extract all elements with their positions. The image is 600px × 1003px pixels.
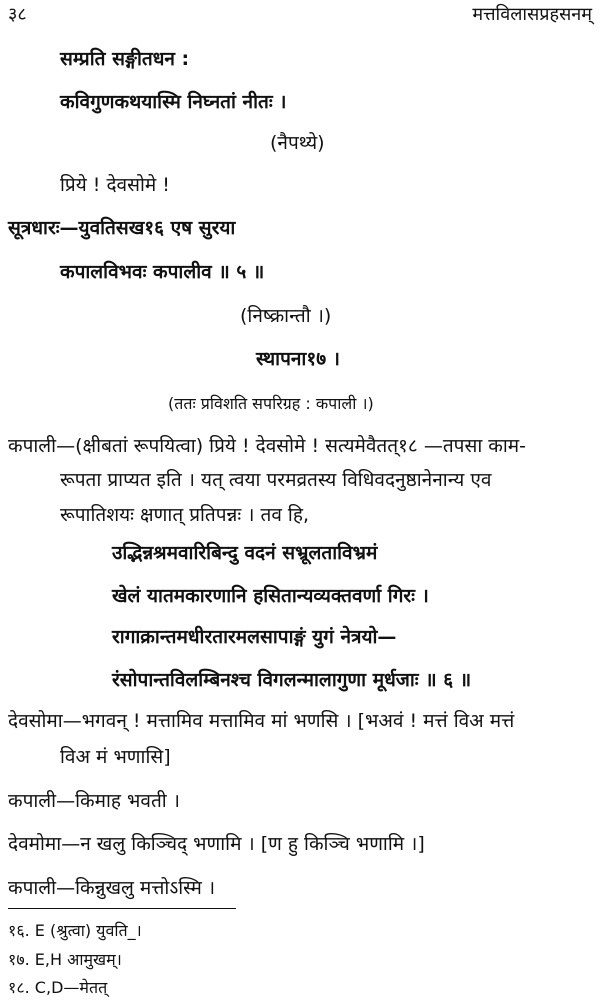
page-number: ३८ — [8, 4, 27, 25]
verse-line: कविगुणकथयास्मि निघ्नतां नीतः । — [60, 91, 287, 113]
dialogue-line: विअ मं भणासि] — [60, 746, 171, 768]
footnote: १८. C,D—मेतत् — [8, 978, 108, 997]
speaker-line: कपाली—किन्नुखलु मत्तोऽस्मि । — [8, 877, 216, 899]
footnote: १७. E,H आमुखम्। — [8, 950, 122, 969]
speaker-line: देवसोमा—भगवन् ! मत्तामिव मत्तामिव मां भणसि । [भअवं ! मत्तं विअ मत्तं — [8, 710, 515, 732]
stage-direction: (निष्क्रान्तौ ।) — [240, 305, 332, 327]
verse-line: खेलं यातमकारणानि हसितान्यव्यक्तवर्णा गिरः । — [112, 585, 429, 607]
verse-line: कपालविभवः कपालीव ॥ ५ ॥ — [60, 261, 265, 283]
dialogue-line: रूपातिशयः क्षणात् प्रतिपन्नः । तव हि, — [60, 504, 309, 526]
verse-line: रागाक्रान्तमधीरतारमलसापाङ्गं युगं नेत्रयो— — [112, 626, 397, 648]
footnote: १६. E (श्रुत्वा) युवति_। — [8, 921, 142, 940]
section-heading: स्थापना१७ । — [256, 348, 340, 370]
running-title: मत्तविलासप्रहसनम् — [472, 4, 592, 25]
footnote-rule — [8, 908, 236, 909]
dialogue-line: रूपता प्राप्यत इति । यत् त्वया परमव्रतस्य विधिवदनुष्ठानेनान्य एव — [60, 469, 492, 491]
dialogue-line: प्रिये ! देवसोमे ! — [60, 174, 170, 196]
stage-direction: (नैपथ्ये) — [270, 132, 325, 154]
speaker-line: कपाली—किमाह भवती । — [8, 790, 180, 812]
verse-line: उद्भिन्नश्रमवारिबिन्दु वदनं सभ्रूलताविभ्रमं — [112, 542, 378, 564]
stage-direction: (ततः प्रविशति सपरिग्रह : कपाली ।) — [168, 394, 374, 413]
speaker-line: देवमोमा—न खलु किञ्चिद् भणामि । [ण हु किञ्चि भणामि ।] — [8, 833, 425, 855]
speaker-line: कपाली—(क्षीबतां रूपयित्वा) प्रिये ! देवसोमे ! सत्यमेवैतत्१८ —तपसा काम- — [8, 435, 527, 457]
verse-line: सम्प्रति सङ्गीतधन : — [60, 48, 190, 70]
verse-line: रंसोपान्तविलम्बिनश्च विगलन्मालागुणा मूर्धजाः ॥ ६ ॥ — [112, 669, 472, 691]
speaker-line: सूत्रधारः—युवतिसख१६ एष सुरया — [8, 217, 236, 239]
